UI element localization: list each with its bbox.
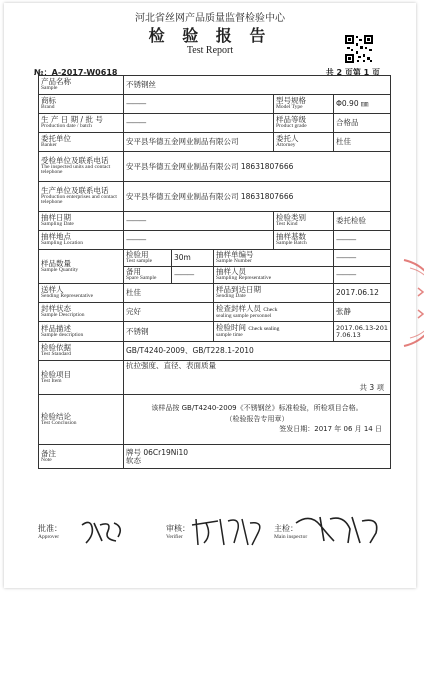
value-grade: 合格品: [334, 114, 391, 133]
label-sampling-location: 抽样地点 Sampling Location: [39, 231, 124, 250]
test-item-count: 共 3 项: [359, 383, 384, 393]
row-brand: [39, 95, 391, 114]
report-number: №：A-2017-W0618: [34, 68, 118, 77]
label-sample-number: 抽样单编号 Sample Number: [214, 250, 334, 267]
report-subtitle: Test Report: [186, 45, 234, 56]
label-spare-sample: 备用 Spare Sample: [124, 267, 172, 284]
note-state: 软态: [126, 455, 141, 465]
verifier-signature: [188, 515, 268, 549]
value-sample-desc: 完好: [124, 303, 214, 322]
main-inspector: 主检： Main inspector: [274, 524, 308, 540]
label-test-item: 检验项目 Test Item: [39, 361, 124, 395]
label-production-ent: 生产单位及联系电话 Production enterprises and contact telephone: [39, 182, 124, 212]
row-sample-quantity-a: [39, 250, 391, 267]
label-sample-desc: 封样状态 Sample Description: [39, 303, 124, 322]
label-test-sample: 检验用 Test sample: [124, 250, 172, 267]
row-sample: [39, 76, 391, 95]
row-sample-description: [39, 322, 391, 342]
conclusion-stamp-note: （检验报告专用章）: [225, 414, 289, 423]
label-note: 备注 Note: [39, 445, 124, 469]
row-test-standard: [39, 342, 391, 361]
value-attorney: 杜佳: [334, 133, 391, 152]
label-sample-batch: 抽样基数 Sample Batch: [274, 231, 334, 250]
issue-date: 签发日期：2017 年 06 月 14 日: [279, 425, 382, 434]
value-test-item: [124, 361, 391, 395]
inspector-signature: [290, 511, 386, 547]
conclusion-text: 该样品按 GB/T4240-2009《不锈钢丝》标准检验，所检项目合格。: [151, 404, 363, 413]
report-title: 检 验 报 告: [148, 26, 272, 45]
report-table: [38, 75, 391, 469]
value-model: Φ0.90 ㎜: [334, 95, 391, 114]
note-grade: 牌号 06Cr19Ni10: [126, 447, 189, 457]
value-test-standard: GB/T4240-2009、GB/T228.1-2010: [124, 342, 391, 361]
row-production-ent: [39, 182, 391, 212]
value-test-kind: 委托检验: [334, 212, 391, 231]
value-sealing-person: 张静: [334, 303, 391, 322]
value-production-date: ———: [124, 114, 274, 133]
verifier: 审核： Verifier: [166, 524, 190, 540]
signature-row: [38, 521, 390, 545]
label-sending-rep: 送样人 Sending Representative: [39, 284, 124, 303]
value-note: [124, 445, 391, 469]
approver: 批准： Approver: [38, 524, 62, 540]
row-sampling-location: [39, 231, 391, 250]
label-brand: 商标 Brand: [39, 95, 124, 114]
label-sampling-date: 抽样日期 Sampling Date: [39, 212, 124, 231]
page-count: 共 2 页第 1 页: [325, 68, 380, 77]
label-inspected: 受检单位及联系电话 The inspected units and contact telephone: [39, 152, 124, 182]
value-inspected: 安平县华德五金网业制品有限公司 18631807666: [124, 152, 391, 182]
label-conclusion: 检验结论 Test Conclusion: [39, 395, 124, 445]
approver-signature: [78, 517, 128, 547]
label-attorney: 委托人 Attorney: [274, 133, 334, 152]
value-sampling-rep: ———: [334, 267, 391, 284]
org-name: 河北省丝网产品质量监督检验中心: [135, 13, 285, 24]
label-sample: 产品名称 Sample: [39, 76, 124, 95]
row-production-date: [39, 114, 391, 133]
row-test-item: [39, 361, 391, 395]
label-test-standard: 检验依据 Test Standard: [39, 342, 124, 361]
row-inspected: [39, 152, 391, 182]
value-sample-number: ———: [334, 250, 391, 267]
value-check-time: 2017.06.13-2017.06.13: [334, 322, 391, 342]
label-production-date: 生 产 日 期 / 批 号 Production date / batch: [39, 114, 124, 133]
value-production-ent: 安平县华德五金网业制品有限公司 18631807666: [124, 182, 391, 212]
report-sheet: [4, 3, 416, 588]
row-sampling-date: [39, 212, 391, 231]
row-note: [39, 445, 391, 469]
label-maker: 委托单位 Banker: [39, 133, 124, 152]
test-item-list: 抗拉强度、直径、表面质量: [126, 361, 216, 370]
value-sample-batch: ———: [334, 231, 391, 250]
row-conclusion: [39, 395, 391, 445]
value-sample: 不锈钢丝: [124, 76, 391, 95]
qr-code-icon: [344, 34, 374, 64]
value-brand: ———: [124, 95, 274, 114]
label-sample-quantity: 样品数量 Sample Quantity: [39, 250, 124, 284]
label-check-time: 检验时间 Check sealing sample time: [214, 322, 334, 342]
value-spare-sample: ———: [172, 267, 214, 284]
label-sample-description: 样品描述 Sample description: [39, 322, 124, 342]
value-test-sample: 30m: [172, 250, 214, 267]
red-seal-stamp: [398, 258, 424, 348]
label-sending-date: 样品到达日期 Sending Date: [214, 284, 334, 303]
label-sampling-rep: 抽样人员 Sampling Representative: [214, 267, 334, 284]
label-test-kind: 检验类别 Test Kind: [274, 212, 334, 231]
row-sample-desc: [39, 303, 391, 322]
value-sampling-location: ———: [124, 231, 274, 250]
label-model: 型号规格 Model Type: [274, 95, 334, 114]
label-grade: 样品等级 Product grade: [274, 114, 334, 133]
row-maker: [39, 133, 391, 152]
value-maker: 安平县华德五金网业制品有限公司: [124, 133, 274, 152]
value-sampling-date: ———: [124, 212, 274, 231]
value-sending-date: 2017.06.12: [334, 284, 391, 303]
value-sending-rep: 杜佳: [124, 284, 214, 303]
value-sample-description: 不锈钢: [124, 322, 214, 342]
label-sealing-person: 检查封样人员 Check sealing sample personnel: [214, 303, 334, 322]
value-conclusion: [124, 395, 391, 445]
row-sending-rep: [39, 284, 391, 303]
